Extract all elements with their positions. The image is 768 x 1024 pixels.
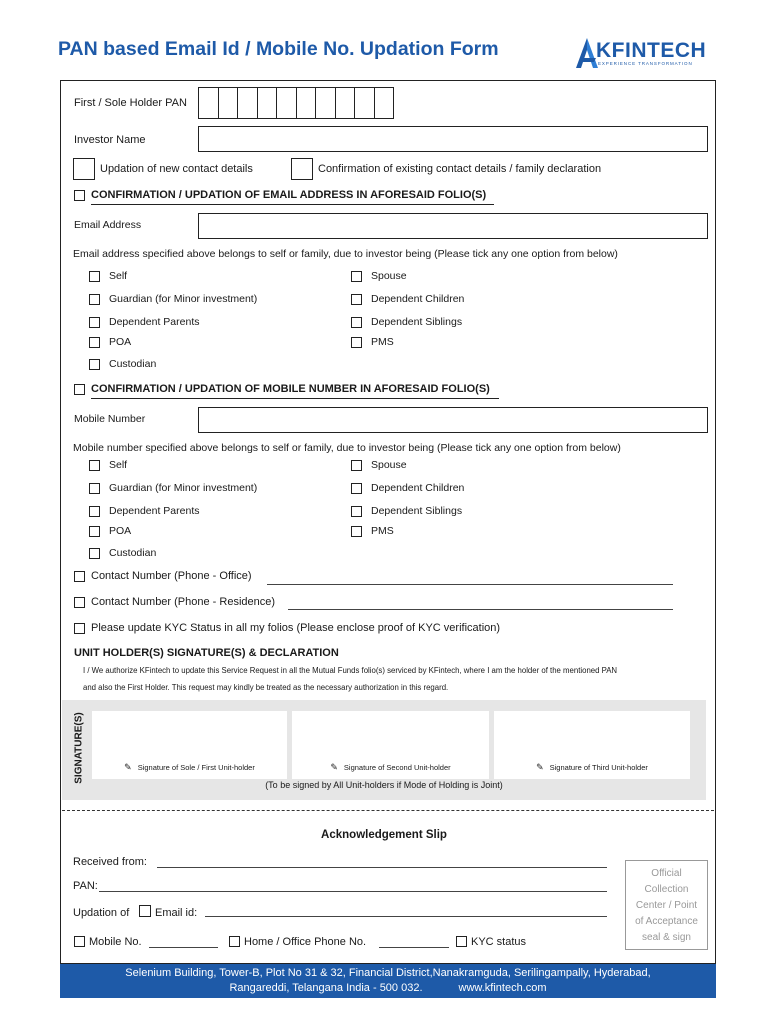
mobile-children-checkbox[interactable]: [351, 483, 362, 494]
pan-cell[interactable]: [335, 87, 356, 119]
email-poa-checkbox[interactable]: [89, 337, 100, 348]
email-heading-underline: [91, 204, 494, 205]
pen-icon: ✎: [330, 762, 338, 772]
cut-line: [62, 810, 714, 811]
email-option-label: Dependent Siblings: [371, 316, 463, 328]
new-contact-label: Updation of new contact details: [100, 163, 253, 175]
pan-cell[interactable]: [276, 87, 297, 119]
office-phone-line[interactable]: [267, 584, 673, 585]
ack-title: Acknowledgement Slip: [321, 829, 447, 841]
pan-cell[interactable]: [257, 87, 278, 119]
official-seal-box: Official Collection Center / Point of Acceptance seal & sign: [625, 860, 708, 950]
logo-mark-icon: [576, 38, 598, 68]
email-spouse-checkbox[interactable]: [351, 271, 362, 282]
office-phone-label: Contact Number (Phone - Office): [91, 570, 252, 582]
mobile-guardian-checkbox[interactable]: [89, 483, 100, 494]
mobile-option-label: Guardian (for Minor investment): [109, 482, 258, 494]
mobile-section-heading: CONFIRMATION / UPDATION OF MOBILE NUMBER IN AFORESAID FOLIO(S): [91, 383, 490, 395]
mobile-poa-checkbox[interactable]: [89, 526, 100, 537]
email-parents-checkbox[interactable]: [89, 317, 100, 328]
mobile-number-label: Mobile Number: [74, 413, 146, 425]
received-from-line[interactable]: [157, 867, 607, 868]
email-guardian-checkbox[interactable]: [89, 294, 100, 305]
office-phone-checkbox[interactable]: [74, 571, 85, 582]
email-instruction: Email address specified above belongs to self or family, due to investor being (Please tick any one option from below): [73, 248, 618, 260]
signature-caption-second: [292, 762, 489, 773]
signatures-label: SIGNATURE(S): [73, 712, 85, 784]
sig2-label: Signature of Second Unit-holder: [343, 763, 451, 772]
email-option-label: Custodian: [109, 358, 157, 370]
footer-address-2: Rangareddi, Telangana India - 500 032.: [229, 982, 423, 994]
mobile-spouse-checkbox[interactable]: [351, 460, 362, 471]
mobile-option-label: Dependent Parents: [109, 505, 200, 517]
pan-cell[interactable]: [198, 87, 219, 119]
footer-line-2: [60, 981, 716, 996]
kyc-update-checkbox[interactable]: [74, 623, 85, 634]
footer-website-link[interactable]: www.kfintech.com: [458, 982, 547, 994]
pan-cell[interactable]: [296, 87, 317, 119]
residence-phone-checkbox[interactable]: [74, 597, 85, 608]
ack-phone-checkbox[interactable]: [229, 936, 240, 947]
ack-phone-label: Home / Office Phone No.: [244, 936, 367, 948]
email-pms-checkbox[interactable]: [351, 337, 362, 348]
pen-icon: ✎: [124, 762, 132, 772]
declaration-text-1: I / We authorize KFintech to update this Service Request in all the Mutual Funds folio(s) serviced by KFintech, where I am the holder of the mentioned PAN: [83, 666, 618, 675]
email-custodian-checkbox[interactable]: [89, 359, 100, 370]
ack-pan-line[interactable]: [99, 891, 607, 892]
email-option-label: Dependent Children: [371, 293, 465, 305]
existing-contact-checkbox[interactable]: [291, 158, 313, 180]
pan-input-cells[interactable]: [198, 87, 394, 119]
email-siblings-checkbox[interactable]: [351, 317, 362, 328]
logo-tagline: EXPERIENCE TRANSFORMATION: [598, 61, 693, 66]
mobile-option-label: Spouse: [371, 459, 407, 471]
email-section-checkbox[interactable]: [74, 190, 85, 201]
mobile-siblings-checkbox[interactable]: [351, 506, 362, 517]
received-from-label: Received from:: [73, 856, 147, 868]
email-option-label: Self: [109, 270, 128, 282]
investor-name-label: Investor Name: [74, 134, 146, 146]
new-contact-checkbox[interactable]: [73, 158, 95, 180]
email-section-heading: CONFIRMATION / UPDATION OF EMAIL ADDRESS IN AFORESAID FOLIO(S): [91, 189, 487, 201]
residence-phone-label: Contact Number (Phone - Residence): [91, 596, 276, 608]
pan-cell[interactable]: [354, 87, 375, 119]
sig3-label: Signature of Third Unit-holder: [549, 763, 648, 772]
mobile-number-field[interactable]: [198, 407, 708, 433]
ack-email-checkbox[interactable]: [139, 905, 151, 917]
updation-of-label: Updation of: [73, 907, 130, 919]
mobile-section-checkbox[interactable]: [74, 384, 85, 395]
pan-cell[interactable]: [315, 87, 336, 119]
email-children-checkbox[interactable]: [351, 294, 362, 305]
residence-phone-line[interactable]: [288, 609, 673, 610]
signature-box-first[interactable]: [92, 711, 287, 779]
investor-name-field[interactable]: [198, 126, 708, 152]
signature-caption-first: [92, 762, 287, 773]
existing-contact-label: Confirmation of existing contact details / family declaration: [318, 163, 602, 175]
email-address-label: Email Address: [74, 219, 142, 231]
pan-label: First / Sole Holder PAN: [74, 97, 187, 109]
email-id-line[interactable]: [205, 916, 607, 917]
declaration-heading: UNIT HOLDER(S) SIGNATURE(S) & DECLARATION: [74, 647, 339, 659]
signature-box-third[interactable]: [494, 711, 690, 779]
mobile-option-label: POA: [109, 525, 132, 537]
email-option-label: Dependent Parents: [109, 316, 200, 328]
mobile-parents-checkbox[interactable]: [89, 506, 100, 517]
mobile-option-label: Dependent Children: [371, 482, 465, 494]
pan-cell[interactable]: [218, 87, 239, 119]
mobile-self-checkbox[interactable]: [89, 460, 100, 471]
mobile-option-label: Self: [109, 459, 128, 471]
mobile-custodian-checkbox[interactable]: [89, 548, 100, 559]
ack-phone-line[interactable]: [379, 947, 449, 948]
declaration-text-2: and also the First Holder. This request may kindly be treated as the necessary authorization in this regard.: [83, 683, 449, 692]
logo-text: KFINTECH: [596, 39, 707, 62]
signatures-vertical-label: [65, 708, 93, 788]
mobile-heading-underline: [91, 398, 499, 399]
mobile-option-label: Custodian: [109, 547, 157, 559]
email-option-label: POA: [109, 336, 132, 348]
sig1-label: Signature of Sole / First Unit-holder: [137, 763, 255, 772]
email-id-label: Email id:: [155, 907, 198, 919]
pan-cell[interactable]: [374, 87, 395, 119]
ack-mobile-label: Mobile No.: [89, 936, 142, 948]
signature-box-second[interactable]: [292, 711, 489, 779]
footer-line-1: Selenium Building, Tower-B, Plot No 31 & 32, Financial District,Nanakramguda, Serilingampally, Hyderabad,: [125, 967, 651, 979]
signature-area: [62, 700, 706, 800]
email-option-label: PMS: [371, 336, 394, 348]
ack-kyc-checkbox[interactable]: [456, 936, 467, 947]
email-option-label: Guardian (for Minor investment): [109, 293, 258, 305]
signature-caption-third: [494, 762, 690, 773]
kyc-update-label: Please update KYC Status in all my folios (Please enclose proof of KYC verification): [91, 622, 501, 634]
kfintech-logo: [576, 38, 721, 70]
pan-cell[interactable]: [237, 87, 258, 119]
ack-mobile-line[interactable]: [149, 947, 218, 948]
email-self-checkbox[interactable]: [89, 271, 100, 282]
ack-kyc-label: KYC status: [471, 936, 527, 948]
email-option-label: Spouse: [371, 270, 407, 282]
mobile-option-label: PMS: [371, 525, 394, 537]
email-address-field[interactable]: [198, 213, 708, 239]
form-title: PAN based Email Id / Mobile No. Updation Form: [58, 38, 499, 60]
joint-signing-note: (To be signed by All Unit-holders if Mode of Holding is Joint): [265, 780, 503, 790]
mobile-instruction: Mobile number specified above belongs to self or family, due to investor being (Please tick any one option from below): [73, 442, 621, 454]
pen-icon: ✎: [536, 762, 544, 772]
mobile-pms-checkbox[interactable]: [351, 526, 362, 537]
footer-address: [60, 964, 716, 998]
ack-pan-label: PAN:: [73, 880, 98, 892]
ack-mobile-checkbox[interactable]: [74, 936, 85, 947]
mobile-option-label: Dependent Siblings: [371, 505, 463, 517]
